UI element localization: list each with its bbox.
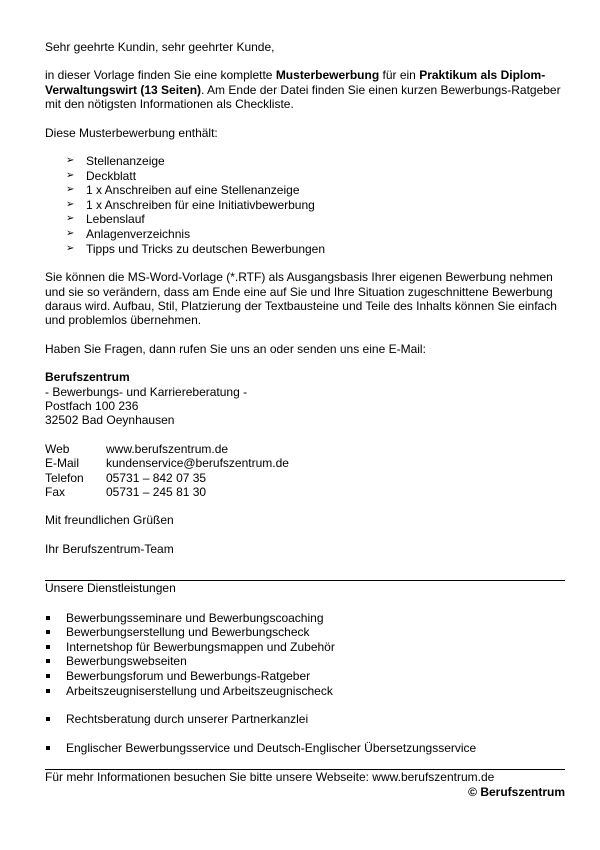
square-bullet-icon (46, 645, 50, 649)
list-item: ➢ Stellenanzeige (66, 154, 165, 169)
square-bullet-icon (46, 659, 50, 663)
company-name: Berufszentrum (45, 370, 130, 385)
usage-paragraph: Sie können die MS-Word-Vorlage (*.RTF) als Ausgangsbasis Ihrer eigenen Bewerbung nehmen und sie so verändern, dass am Ende eine auf Sie und Ihre Situation zugeschnittene Bewerbung daraus wird. Aufbau, Stil, Platzierung der Textbausteine und Teile des Inhalts können Sie einfach und problemlos übernehmen. (45, 270, 557, 328)
more-info-line: Für mehr Informationen besuchen Sie bitte unsere Webseite: www.berufszentrum.de (45, 770, 495, 785)
contact-row-fax: Fax 05731 – 245 81 30 (45, 485, 207, 500)
square-bullet-icon (46, 616, 50, 620)
list-item: ➢ 1 x Anschreiben für eine Initiativbewerbung (66, 197, 315, 212)
intro-bold-2: Praktikum als Diplom-Verwaltungswirt (13 Seiten) (45, 68, 546, 97)
list-item: ➢ Lebenslauf (66, 212, 145, 227)
services-list (45, 611, 565, 699)
square-bullet-icon (46, 746, 50, 750)
list-item: Bewerbungserstellung und Bewerbungscheck (45, 625, 565, 640)
contents-list (45, 154, 565, 256)
list-item: ➢ Deckblatt (66, 168, 137, 183)
arrow-bullet-icon: ➢ (66, 198, 75, 210)
intro-text-3: . Am Ende der Datei finden Sie einen kurzen Bewerbungs-Ratgeber mit den nötigsten Informationen als Checkliste. (45, 82, 561, 112)
website-link[interactable]: www.berufszentrum.de (106, 441, 229, 456)
greeting: Sehr geehrte Kundin, sehr geehrter Kunde, (45, 40, 275, 54)
copyright-notice: © Berufszentrum (468, 784, 565, 799)
company-city: 32502 Bad Oeynhausen (45, 413, 175, 428)
services-list-english (45, 741, 565, 756)
email-link[interactable]: kundenservice@berufszentrum.de (106, 456, 289, 471)
arrow-bullet-icon: ➢ (66, 242, 75, 254)
company-address (45, 370, 565, 428)
contact-block (45, 442, 565, 500)
list-item: ➢ Anlagenverzeichnis (66, 227, 191, 241)
arrow-bullet-icon: ➢ (66, 184, 75, 196)
square-bullet-icon (46, 689, 50, 693)
list-item: ➢ 1 x Anschreiben auf eine Stellenanzeige (66, 183, 300, 198)
list-item: Rechtsberatung durch unserer Partnerkanzlei (45, 712, 565, 727)
fax-number: 05731 – 245 81 30 (106, 485, 207, 500)
list-item: Internetshop für Bewerbungsmappen und Zubehör (45, 640, 565, 655)
questions-paragraph: Haben Sie Fragen, dann rufen Sie uns an oder senden uns eine E-Mail: (45, 341, 426, 356)
list-item: Bewerbungsseminare und Bewerbungscoaching (45, 611, 565, 626)
contact-row-web: Web www.berufszentrum.de (45, 441, 229, 456)
list-item: Bewerbungsforum und Bewerbungs-Ratgeber (45, 669, 565, 684)
list-item: Englischer Bewerbungsservice und Deutsch-Englischer Übersetzungsservice (45, 741, 565, 756)
square-bullet-icon (46, 717, 50, 721)
intro-bold-1: Musterbewerbung (275, 68, 380, 83)
intro-paragraph (45, 68, 565, 111)
arrow-bullet-icon: ➢ (66, 213, 75, 225)
contact-row-email: E-Mail kundenservice@berufszentrum.de (45, 456, 289, 471)
company-street: Postfach 100 236 (45, 399, 139, 414)
intro-text-1: in dieser Vorlage finden Sie eine komplette (45, 68, 276, 83)
square-bullet-icon (46, 630, 50, 634)
services-list-legal (45, 712, 565, 727)
list-item: Bewerbungswebseiten (45, 654, 565, 669)
phone-number: 05731 – 842 07 35 (106, 470, 207, 485)
services-heading: Unsere Dienstleistungen (45, 581, 176, 596)
arrow-bullet-icon: ➢ (66, 155, 75, 167)
arrow-bullet-icon: ➢ (66, 169, 75, 181)
letter-body (45, 40, 565, 799)
contact-row-phone: Telefon 05731 – 842 07 35 (45, 470, 207, 485)
list-item: Arbeitszeugniserstellung und Arbeitszeugnischeck (45, 684, 565, 699)
arrow-bullet-icon: ➢ (66, 228, 75, 239)
company-tagline: - Bewerbungs- und Karriereberatung - (45, 384, 248, 399)
list-item: ➢ Tipps und Tricks zu deutschen Bewerbungen (66, 241, 326, 256)
contents-heading: Diese Musterbewerbung enthält: (45, 125, 218, 140)
signature: Ihr Berufszentrum-Team (45, 541, 174, 556)
square-bullet-icon (46, 674, 50, 678)
closing: Mit freundlichen Grüßen (45, 513, 174, 528)
intro-text-2: für ein (379, 68, 420, 83)
